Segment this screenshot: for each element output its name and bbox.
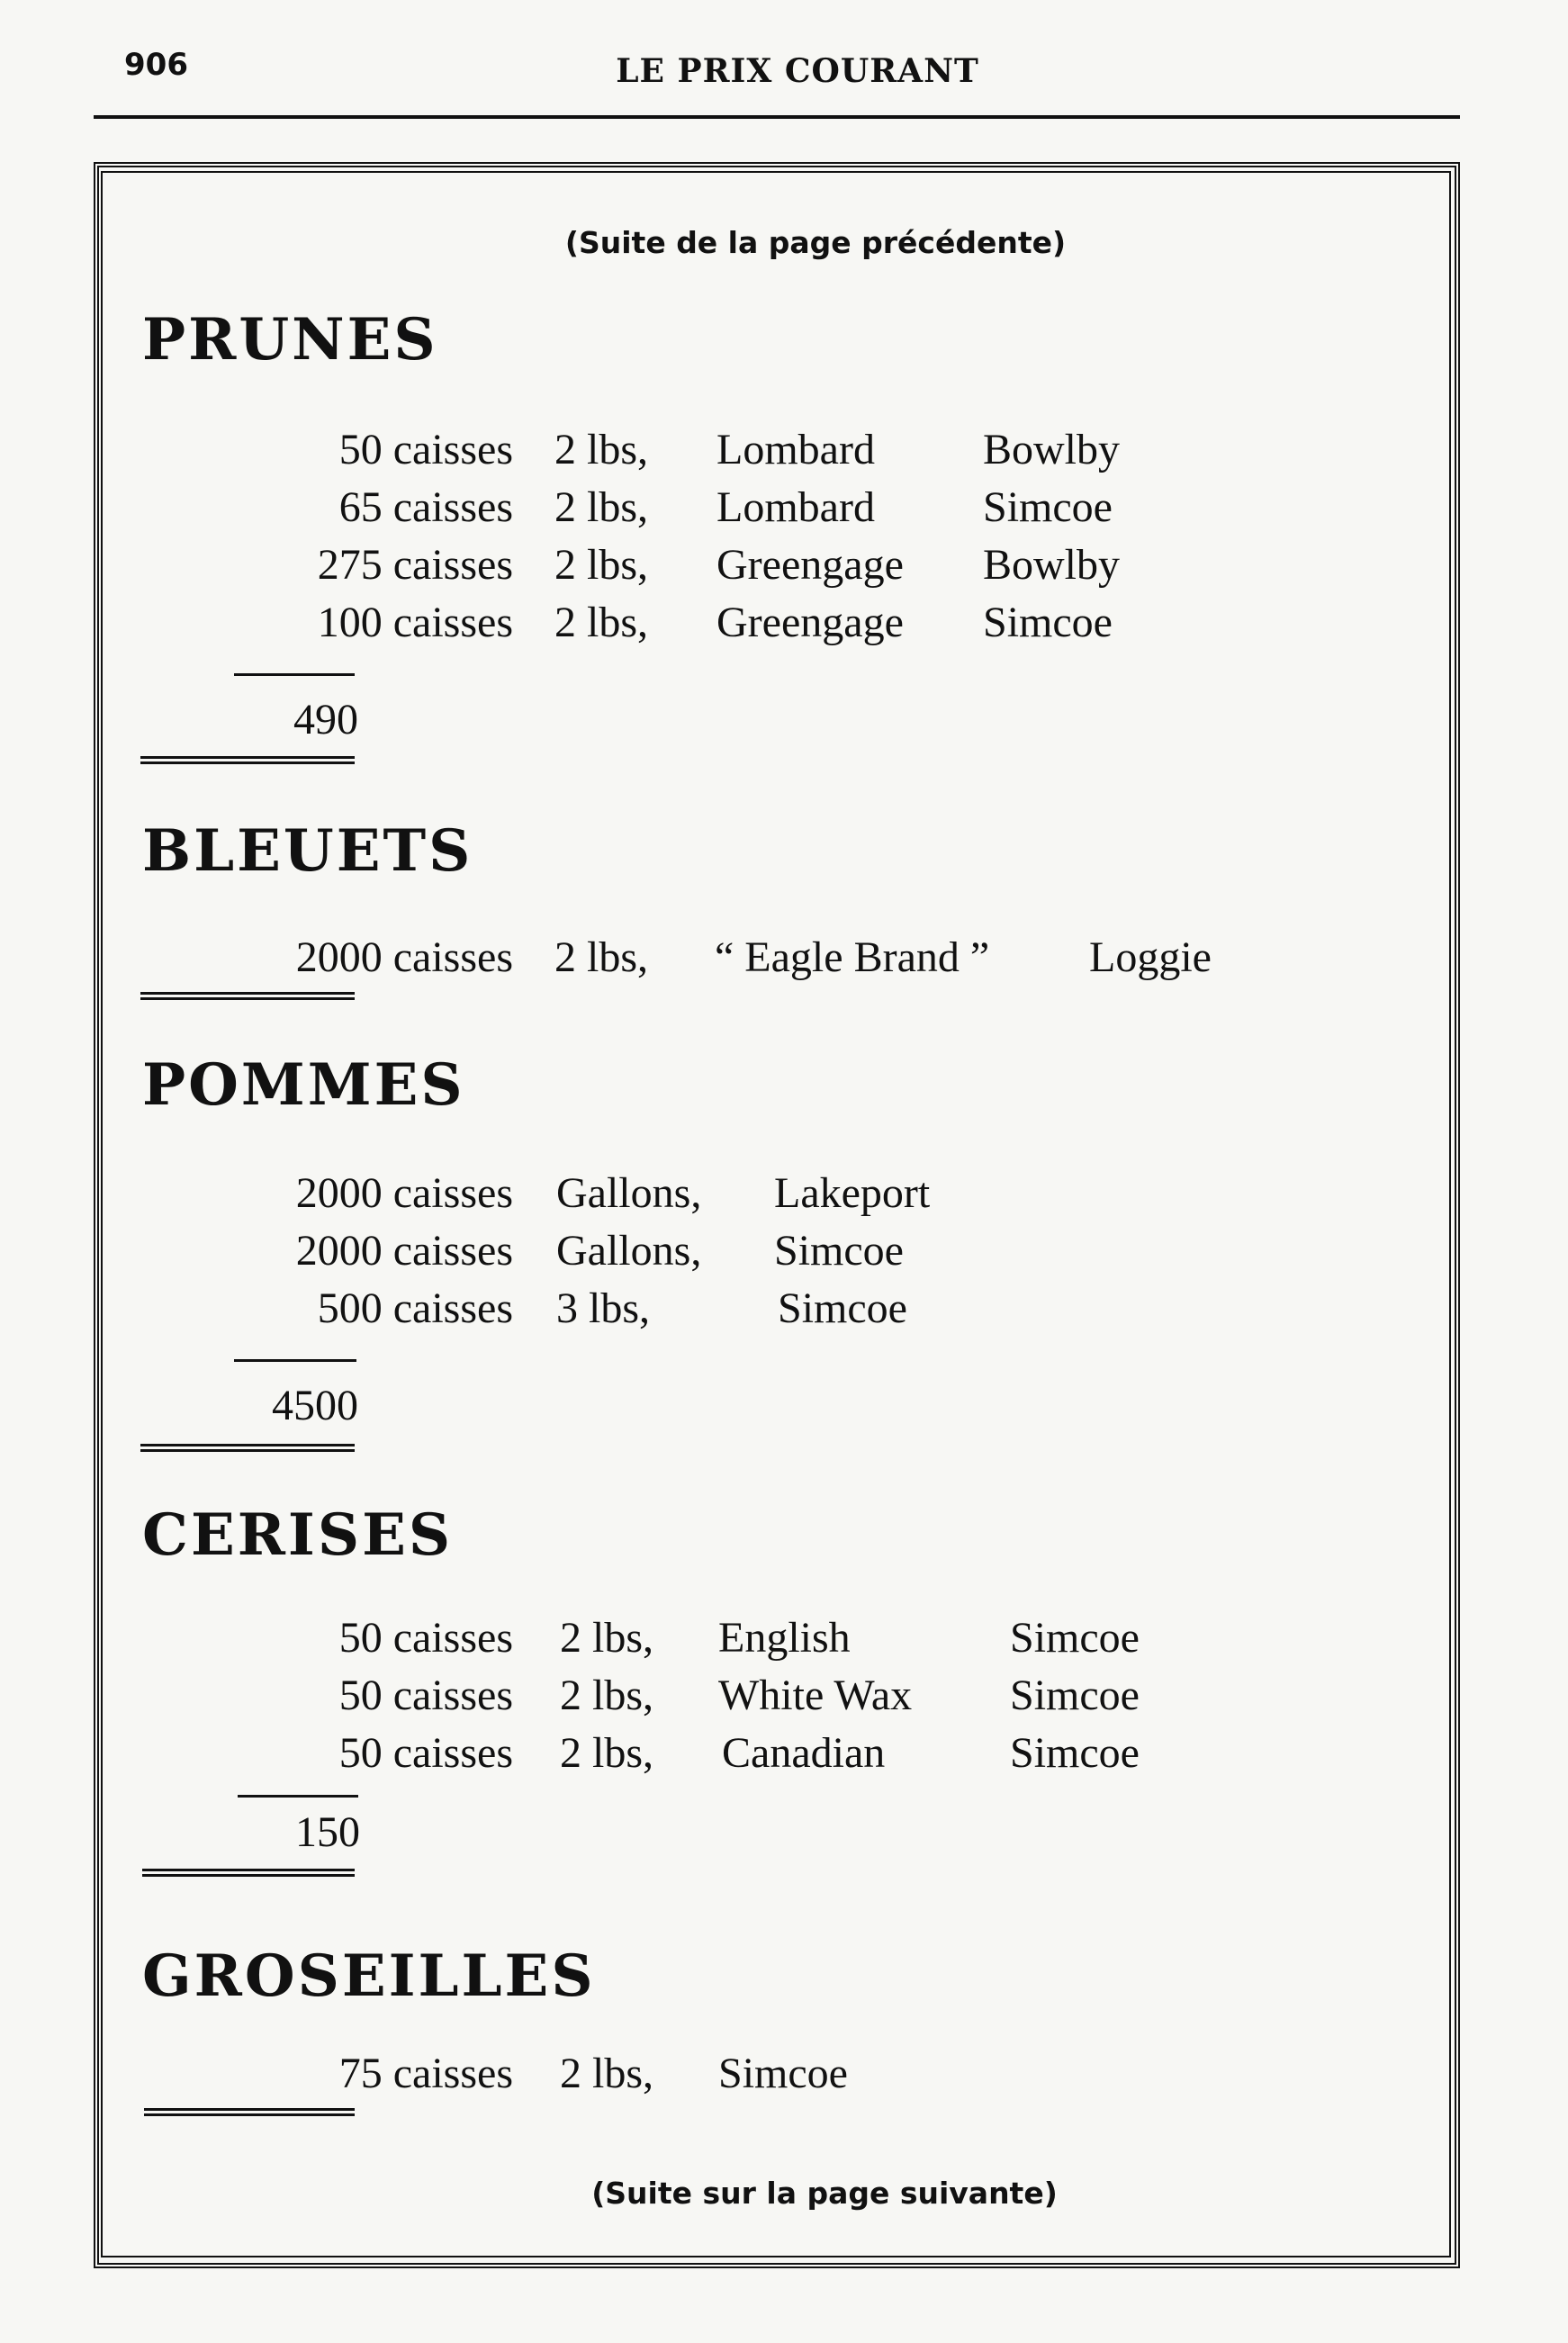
- page-number: 906: [124, 47, 188, 83]
- continued-from-note: (Suite de la page précédente): [564, 225, 1067, 260]
- brand-cell: Loggie: [1089, 933, 1212, 981]
- brand-cell: Simcoe: [983, 599, 1113, 646]
- section-end-rule: [140, 1444, 355, 1452]
- quantity-cell: 275 caisses: [317, 541, 513, 589]
- size-cell: 2 lbs,: [554, 541, 649, 589]
- brand-cell: Simcoe: [983, 483, 1113, 531]
- quantity-cell: 500 caisses: [317, 1284, 513, 1332]
- size-cell: Gallons,: [556, 1169, 702, 1217]
- variety-cell: White Wax: [718, 1672, 913, 1719]
- size-cell: 3 lbs,: [556, 1284, 651, 1332]
- section-title-prunes: PRUNES: [142, 306, 438, 374]
- brand-cell: Simcoe: [778, 1284, 907, 1332]
- size-cell: 2 lbs,: [560, 1672, 654, 1719]
- quantity-cell: 75 caisses: [338, 2050, 513, 2097]
- brand-cell: Simcoe: [1010, 1729, 1140, 1777]
- section-end-rule: [140, 756, 355, 764]
- section-end-rule: [140, 992, 355, 1000]
- size-cell: Gallons,: [556, 1227, 702, 1275]
- section-title-pommes: POMMES: [142, 1051, 465, 1119]
- quantity-cell: 100 caisses: [317, 599, 513, 646]
- section-title-bleuets: BLEUETS: [142, 817, 473, 885]
- variety-cell: Lombard: [716, 426, 875, 473]
- quantity-cell: 50 caisses: [338, 1614, 513, 1662]
- section-end-rule: [144, 2108, 355, 2116]
- size-cell: 2 lbs,: [554, 599, 649, 646]
- variety-cell: Greengage: [716, 599, 904, 646]
- variety-cell: “ Eagle Brand ”: [715, 933, 990, 981]
- variety-cell: Lombard: [716, 483, 875, 531]
- variety-cell: English: [718, 1614, 851, 1662]
- subtotal-rule: [234, 1359, 356, 1362]
- section-title-groseilles: GROSEILLES: [142, 1942, 596, 2010]
- size-cell: 2 lbs,: [560, 2050, 654, 2097]
- quantity-cell: 2000 caisses: [295, 1169, 513, 1217]
- section-title-cerises: CERISES: [142, 1501, 454, 1569]
- brand-cell: Bowlby: [983, 426, 1121, 473]
- brand-cell: Simcoe: [774, 1227, 904, 1275]
- size-cell: 2 lbs,: [560, 1614, 654, 1662]
- subtotal-rule: [234, 673, 355, 676]
- section-total: 490: [293, 696, 358, 743]
- quantity-cell: 50 caisses: [338, 426, 513, 473]
- section-total: 4500: [272, 1382, 358, 1429]
- size-cell: 2 lbs,: [554, 483, 649, 531]
- size-cell: 2 lbs,: [554, 933, 649, 981]
- size-cell: 2 lbs,: [554, 426, 649, 473]
- brand-cell: Simcoe: [1010, 1614, 1140, 1662]
- running-title: LE PRIX COURANT: [616, 52, 979, 90]
- brand-cell: Simcoe: [718, 2050, 848, 2097]
- variety-cell: Canadian: [722, 1729, 886, 1777]
- header-rule: [94, 115, 1460, 119]
- continued-on-note: (Suite sur la page suivante): [591, 2176, 1058, 2211]
- section-end-rule: [142, 1869, 355, 1877]
- quantity-cell: 65 caisses: [338, 483, 513, 531]
- quantity-cell: 50 caisses: [338, 1729, 513, 1777]
- size-cell: 2 lbs,: [560, 1729, 654, 1777]
- brand-cell: Bowlby: [983, 541, 1121, 589]
- brand-cell: Simcoe: [1010, 1672, 1140, 1719]
- quantity-cell: 2000 caisses: [295, 1227, 513, 1275]
- variety-cell: Greengage: [716, 541, 904, 589]
- brand-cell: Lakeport: [774, 1169, 931, 1217]
- subtotal-rule: [238, 1795, 358, 1798]
- quantity-cell: 2000 caisses: [295, 933, 513, 981]
- quantity-cell: 50 caisses: [338, 1672, 513, 1719]
- section-total: 150: [295, 1808, 360, 1856]
